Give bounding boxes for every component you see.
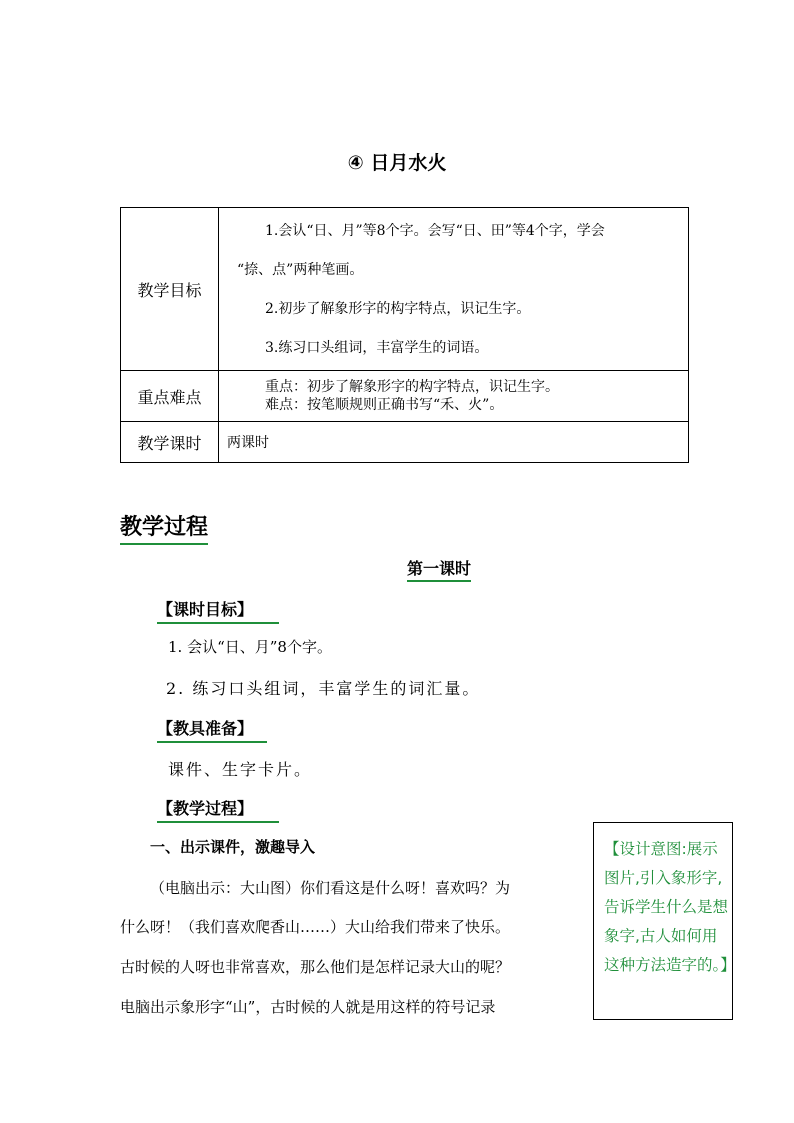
objectives-heading: 【课时目标】 bbox=[157, 597, 279, 624]
objective-item: 2. 练习口头组词，丰富学生的词汇量。 bbox=[166, 679, 481, 698]
goal-line: 3.练习口头组词，丰富学生的词语。 bbox=[265, 339, 489, 356]
focus-line: 重点：初步了解象形字的构字特点，识记生字。 bbox=[265, 379, 559, 395]
paragraph-line: 什么呀！（我们喜欢爬香山……）大山给我们带来了快乐。 bbox=[120, 918, 511, 936]
goals-label: 教学目标 bbox=[121, 208, 219, 371]
design-intent-note: 【设计意图:展示图片,引入象形字,告诉学生什么是想象字,古人如何用这种方法造字的。】 bbox=[593, 822, 733, 1020]
lesson-title: 第一课时 bbox=[407, 556, 471, 582]
process-heading: 【教学过程】 bbox=[157, 796, 279, 823]
goal-line: “捺、点”两种笔画。 bbox=[237, 261, 364, 278]
hours-value: 两课时 bbox=[219, 422, 689, 463]
process-section-title: 教学过程 bbox=[120, 510, 208, 545]
materials-heading: 【教具准备】 bbox=[157, 716, 267, 743]
goal-line: 1.会认“日、月”等8个字。会写“日、田”等4个字，学会 bbox=[265, 222, 605, 239]
focus-cell bbox=[219, 371, 689, 422]
focus-line: 难点：按笔顺规则正确书写“禾、火”。 bbox=[265, 397, 504, 413]
goals-cell bbox=[219, 208, 689, 371]
objective-item: 1. 会认“日、月”8个字。 bbox=[168, 638, 332, 656]
paragraph-line: 电脑出示象形字“山”，古时候的人就是用这样的符号记录 bbox=[120, 998, 496, 1016]
focus-row bbox=[121, 371, 689, 422]
lesson-info-table bbox=[120, 207, 689, 463]
step-title: 一、出示课件，激趣导入 bbox=[150, 838, 316, 856]
focus-label: 重点难点 bbox=[121, 371, 219, 422]
page-title: ④ 日月水火 bbox=[347, 152, 447, 174]
goals-row bbox=[121, 208, 689, 371]
hours-label: 教学课时 bbox=[121, 422, 219, 463]
paragraph-line: 古时候的人呀也非常喜欢，那么他们是怎样记录大山的呢？ bbox=[120, 958, 511, 976]
paragraph-line: （电脑出示：大山图）你们看这是什么呀！喜欢吗？为 bbox=[150, 879, 511, 897]
goal-line: 2.初步了解象形字的构字特点，识记生字。 bbox=[265, 300, 531, 317]
materials-text: 课件、生字卡片。 bbox=[168, 760, 313, 779]
hours-row bbox=[121, 422, 689, 463]
